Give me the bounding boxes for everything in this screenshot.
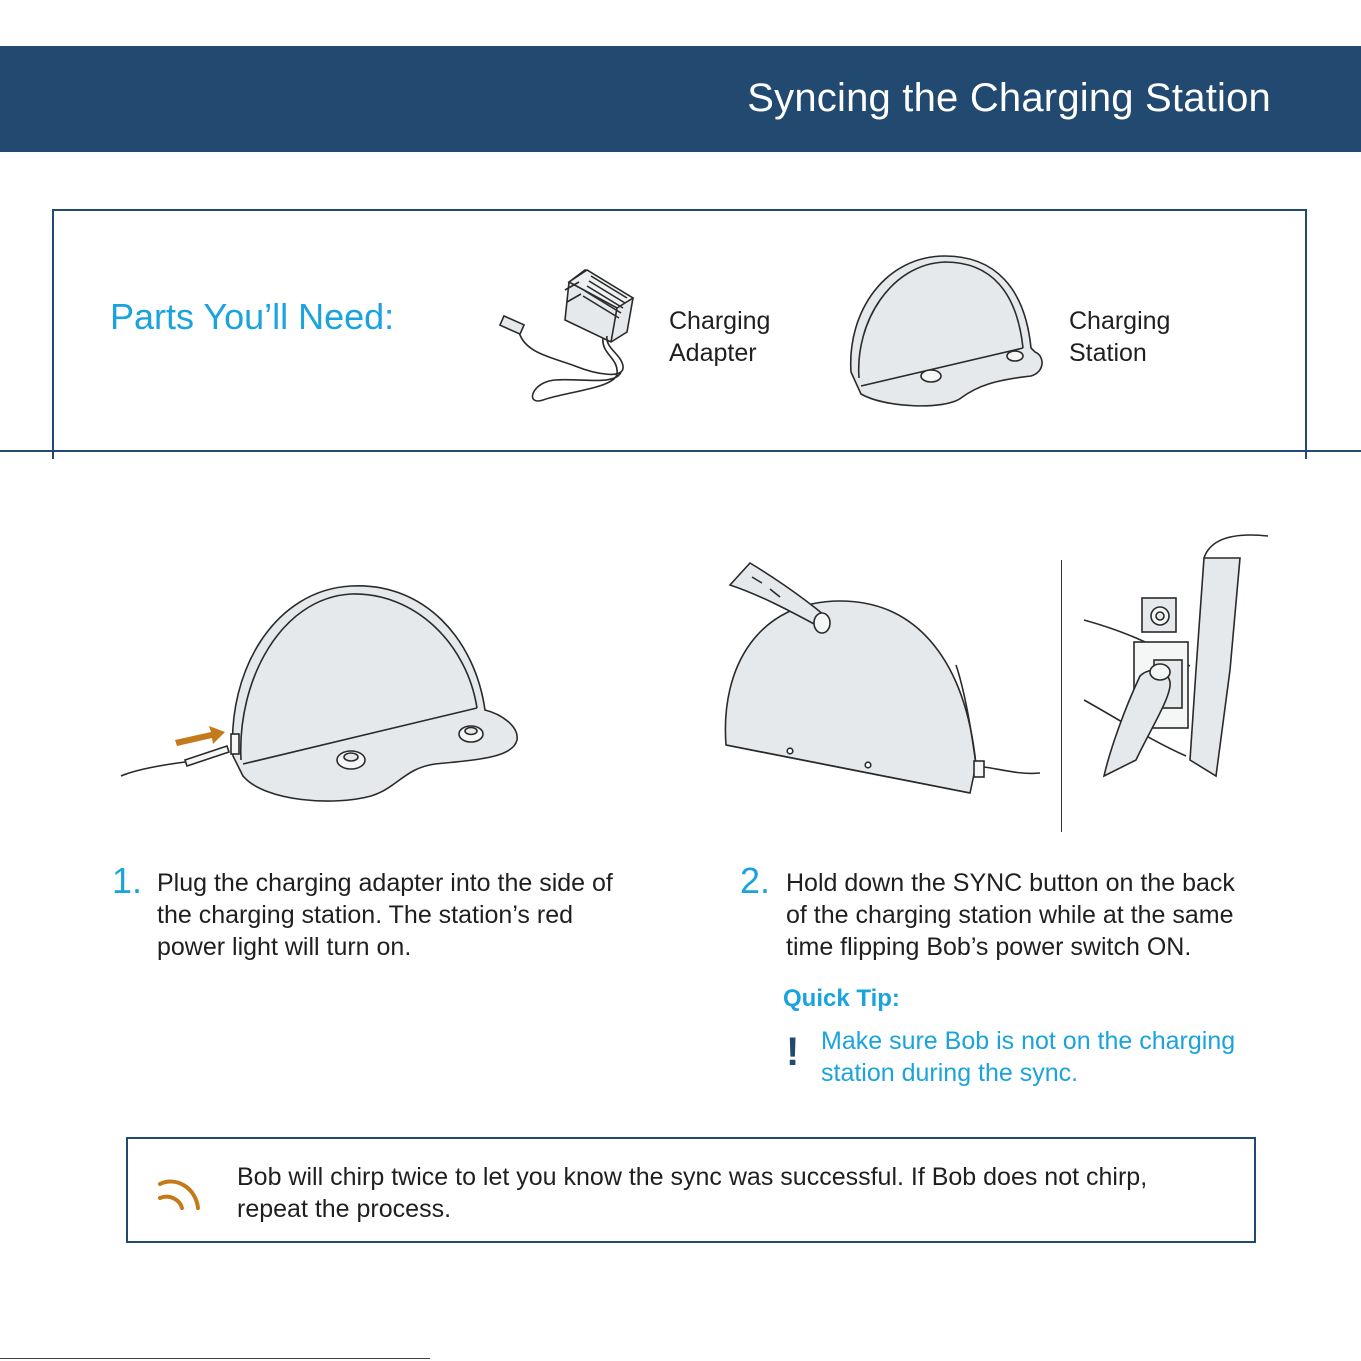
charging-adapter-icon [495,262,645,412]
step-2-line: Hold down the SYNC button on the back [786,869,1235,897]
station-label-line2: Station [1069,339,1147,367]
power-switch-illustration [1080,530,1270,780]
step-2-line: of the charging station while at the same [786,901,1234,929]
station-label [1069,305,1170,369]
quick-tip-line: station during the sync. [821,1059,1079,1087]
step-1-line: Plug the charging adapter into the side of [157,869,613,897]
step-1-text [157,867,677,963]
step-1-line: power light will turn on. [157,933,412,961]
adapter-label [669,305,770,369]
charging-station-icon [845,252,1050,410]
illustration-divider [1061,560,1062,832]
step2-illustration [720,555,1050,805]
exclamation-icon: ! [786,1030,800,1074]
step-2-text [786,867,1306,963]
step1-illustration [115,580,525,810]
parts-divider [0,450,1361,452]
step-1-number: 1. [112,860,143,901]
adapter-label-line1: Charging [669,307,771,335]
step-2-line: time flipping Bob’s power switch ON. [786,933,1192,961]
step-2-number: 2. [740,860,771,901]
step-1-line: the charging station. The station’s red [157,901,574,929]
note-line: repeat the process. [237,1195,452,1223]
quick-tip-line: Make sure Bob is not on the charging [821,1027,1236,1055]
page-title: Syncing the Charging Station [747,76,1271,120]
station-label-line1: Charging [1069,307,1171,335]
adapter-label-line2: Adapter [669,339,757,367]
quick-tip-text [821,1025,1281,1089]
note-line: Bob will chirp twice to let you know the sync was successful. If Bob does not chirp, [237,1163,1148,1191]
parts-heading: Parts You’ll Need: [110,296,395,337]
note-text [237,1161,1237,1225]
chirp-sound-icon [156,1172,206,1212]
quick-tip-title: Quick Tip: [783,985,900,1012]
footer-rule [0,1358,430,1359]
